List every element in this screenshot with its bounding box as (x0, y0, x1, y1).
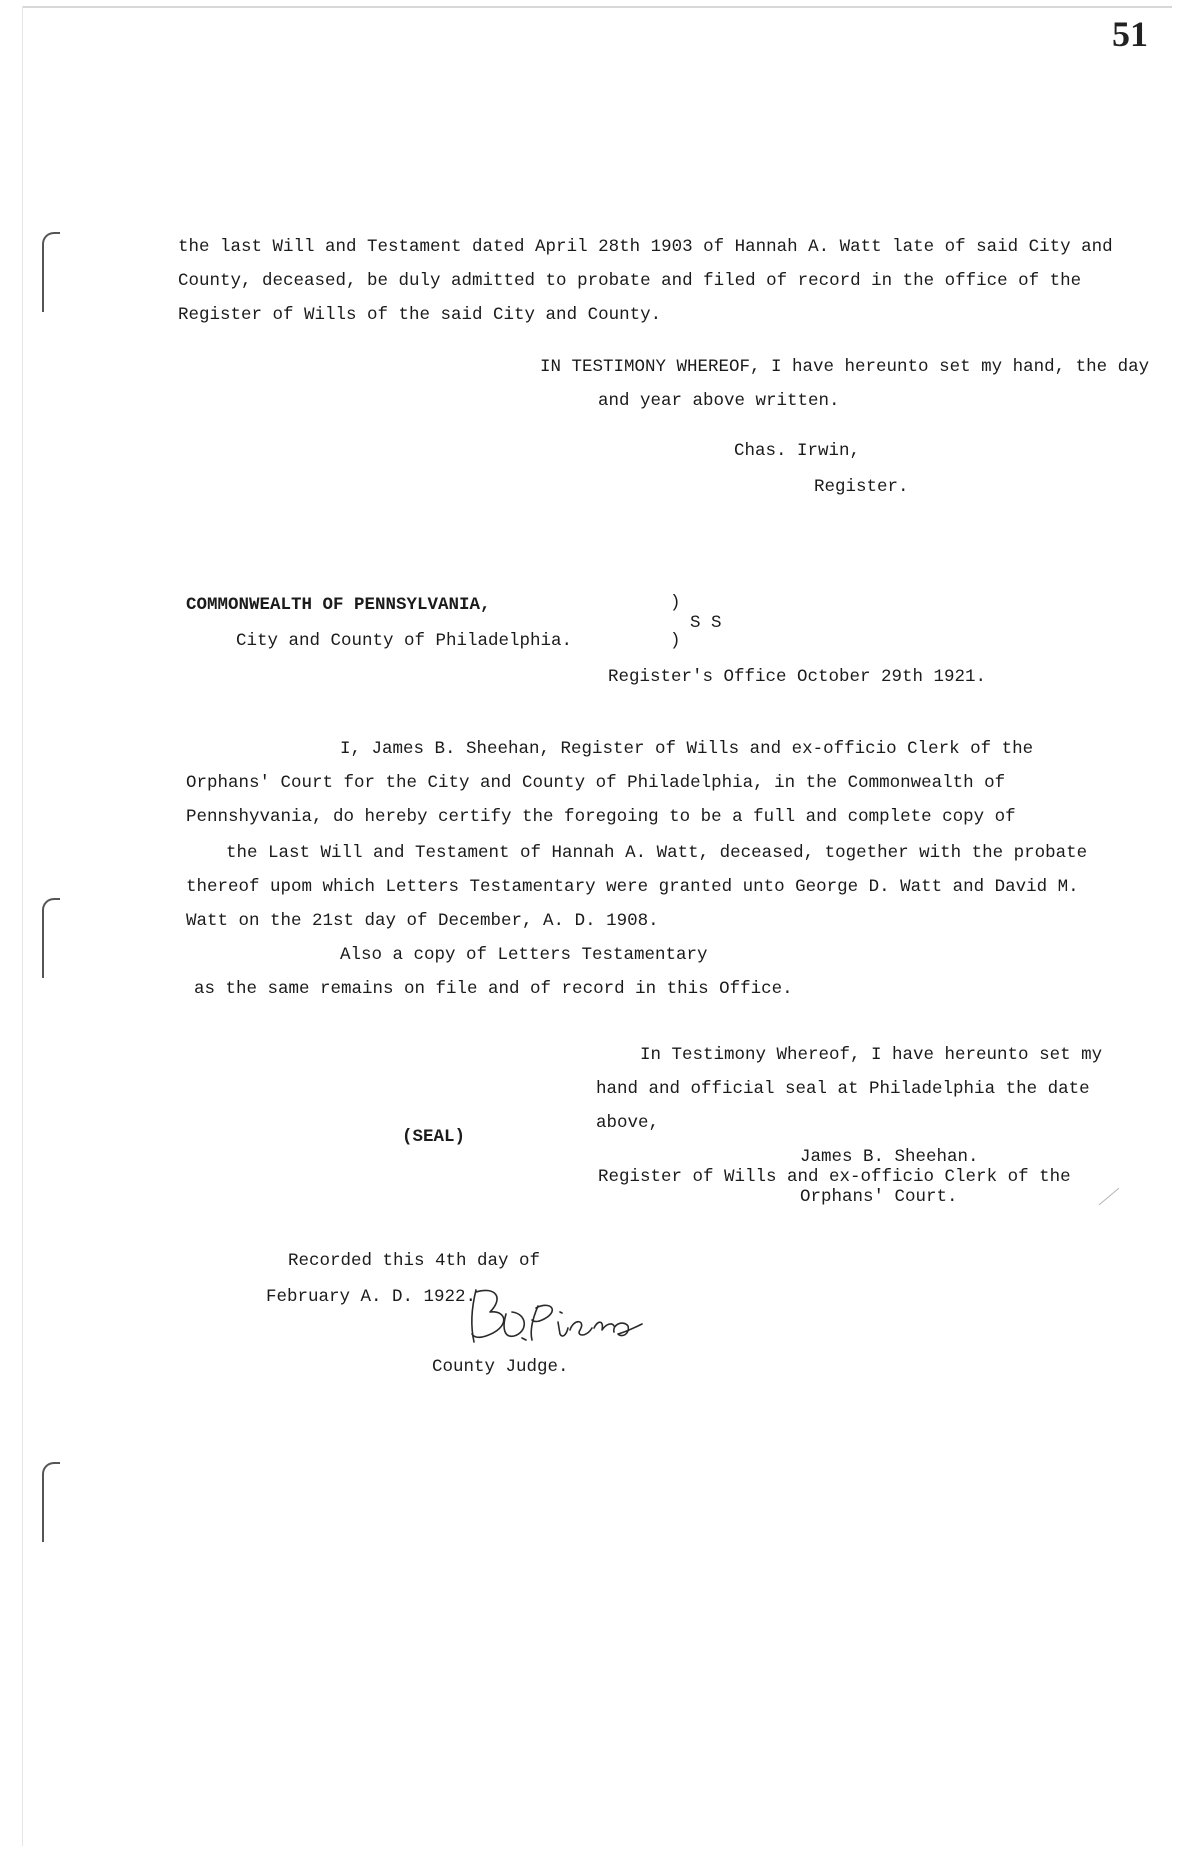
certification-line: Also a copy of Letters Testamentary (340, 945, 708, 965)
stray-mark (1099, 1188, 1120, 1205)
page-left-border (22, 6, 23, 1846)
venue-paren: ) (670, 593, 681, 613)
binder-hole-mark (42, 232, 60, 312)
probate-line: the last Will and Testament dated April 28th 1903 of Hannah A. Watt late of said City and (178, 237, 1113, 257)
venue-city-county: City and County of Philadelphia. (236, 631, 573, 651)
recorded-line: Recorded this 4th day of (288, 1251, 541, 1271)
witness-line: above, (596, 1113, 660, 1133)
binder-hole-mark (42, 898, 60, 978)
venue-ss: S S (690, 613, 722, 633)
witness-line: hand and official seal at Philadelphia the date (596, 1079, 1090, 1099)
witness-line: In Testimony Whereof, I have hereunto set my (640, 1045, 1103, 1065)
certification-line: Pennshyvania, do hereby certify the foregoing to be a full and complete copy of (186, 807, 1016, 827)
recorded-line: February A. D. 1922. (266, 1287, 477, 1307)
certification-line: thereof upom which Letters Testamentary were granted unto George D. Watt and David M. (186, 877, 1079, 897)
certification-line: I, James B. Sheehan, Register of Wills and ex-officio Clerk of the (340, 739, 1034, 759)
probate-line: County, deceased, be duly admitted to probate and filed of record in the office of the (178, 271, 1082, 291)
certification-line: as the same remains on file and of record in this Office. (194, 979, 793, 999)
certification-line: Orphans' Court for the City and County of Philadelphia, in the Commonwealth of (186, 773, 1006, 793)
venue-commonwealth: COMMONWEALTH OF PENNSYLVANIA, (186, 595, 491, 615)
judge-title: County Judge. (432, 1357, 569, 1377)
page-number: 51 (1112, 14, 1148, 54)
testimony-title: Register. (814, 477, 909, 497)
judge-signature (462, 1284, 652, 1354)
probate-line: Register of Wills of the said City and County. (178, 305, 662, 325)
testimony-line: IN TESTIMONY WHEREOF, I have hereunto set my hand, the day (540, 357, 1150, 377)
register-title: Orphans' Court. (800, 1187, 958, 1207)
venue-paren: ) (670, 631, 681, 651)
seal-label: (SEAL) (402, 1127, 466, 1147)
certification-line: Watt on the 21st day of December, A. D. 1908. (186, 911, 659, 931)
register-name: James B. Sheehan. (800, 1147, 979, 1167)
certification-line: the Last Will and Testament of Hannah A. Watt, deceased, together with the probate (226, 843, 1088, 863)
testimony-signer: Chas. Irwin, (734, 441, 861, 461)
register-title: Register of Wills and ex-officio Clerk of the (598, 1167, 1071, 1187)
page-top-border (22, 6, 1172, 8)
binder-hole-mark (42, 1462, 60, 1542)
testimony-line: and year above written. (598, 391, 840, 411)
office-date: Register's Office October 29th 1921. (608, 667, 987, 687)
